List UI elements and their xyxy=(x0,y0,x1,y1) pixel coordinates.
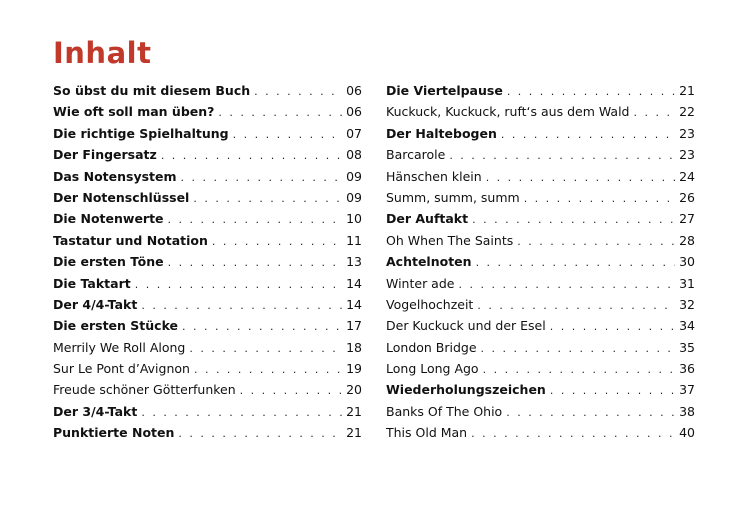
toc-entry-page: 24 xyxy=(679,168,695,184)
toc-leader-dots xyxy=(476,252,675,273)
toc-entry-page: 19 xyxy=(346,361,362,377)
toc-leader-dots xyxy=(550,380,675,401)
toc-entry-label: Wiederholungszeichen xyxy=(386,382,546,398)
toc-entry-label: Long Long Ago xyxy=(386,361,479,377)
toc-entry-page: 18 xyxy=(346,339,362,355)
toc-entry xyxy=(53,166,362,187)
toc-entry-page: 14 xyxy=(346,296,362,312)
toc-entry xyxy=(53,251,362,272)
toc-leader-dots xyxy=(486,167,675,188)
toc-entry xyxy=(386,358,695,379)
toc-leader-dots xyxy=(141,402,342,423)
toc-entry-label: Der Auftakt xyxy=(386,211,469,227)
toc-entry-label: Der Kuckuck und der Esel xyxy=(386,318,546,334)
toc-leader-dots xyxy=(212,231,342,252)
toc-leader-dots xyxy=(194,359,342,380)
toc-leader-dots xyxy=(477,295,675,316)
toc-entry-page: 32 xyxy=(679,296,695,312)
toc-leader-dots xyxy=(181,167,342,188)
toc-entry xyxy=(386,166,695,187)
toc-entry-page: 38 xyxy=(679,403,695,419)
toc-entry-label: Der 4/4-Takt xyxy=(53,296,138,312)
toc-entry xyxy=(53,208,362,229)
toc-entry-label: Punktierte Noten xyxy=(53,425,175,441)
toc-entry-label: Achtelnoten xyxy=(386,254,472,270)
toc-entry xyxy=(386,294,695,315)
toc-entry xyxy=(53,379,362,400)
toc-entry-page: 20 xyxy=(346,382,362,398)
toc-entry xyxy=(386,337,695,358)
toc-entry-label: Barcarole xyxy=(386,147,446,163)
toc-entry xyxy=(53,230,362,251)
toc-entry-page: 34 xyxy=(679,318,695,334)
page-title: Inhalt xyxy=(53,36,152,70)
toc-leader-dots xyxy=(471,423,675,444)
toc-entry-page: 30 xyxy=(679,254,695,270)
toc-entry xyxy=(53,273,362,294)
toc-entry-page: 09 xyxy=(346,168,362,184)
toc-leader-dots xyxy=(501,124,675,145)
toc-entry-label: London Bridge xyxy=(386,339,477,355)
toc-entry xyxy=(53,144,362,165)
toc-entry-page: 40 xyxy=(679,425,695,441)
toc-entry-page: 37 xyxy=(679,382,695,398)
toc-leader-dots xyxy=(240,380,342,401)
toc-entry-page: 21 xyxy=(346,403,362,419)
toc-entry-label: Der Notenschlüssel xyxy=(53,189,190,205)
toc-entry-page: 35 xyxy=(679,339,695,355)
toc-entry-label: Die Taktart xyxy=(53,275,131,291)
toc-leader-dots xyxy=(178,423,342,444)
toc-entry-label: Der 3/4-Takt xyxy=(53,403,138,419)
toc-entry xyxy=(386,251,695,272)
toc-entry-label: Winter ade xyxy=(386,275,455,291)
toc-entry-page: 23 xyxy=(679,125,695,141)
toc-entry-label: Hänschen klein xyxy=(386,168,482,184)
toc-entry-label: Das Notensystem xyxy=(53,168,177,184)
toc-entry xyxy=(53,337,362,358)
toc-entry-page: 11 xyxy=(346,232,362,248)
toc-entry-page: 08 xyxy=(346,147,362,163)
toc-entry xyxy=(386,208,695,229)
toc-entry-page: 22 xyxy=(679,104,695,120)
toc-entry-label: Summ, summ, summ xyxy=(386,189,520,205)
toc-leader-dots xyxy=(524,188,675,209)
toc-entry-page: 21 xyxy=(679,83,695,98)
toc-entry-page: 36 xyxy=(679,361,695,377)
toc-entry-label: Vogelhochzeit xyxy=(386,296,474,312)
toc-entry xyxy=(53,187,362,208)
toc-leader-dots xyxy=(458,274,675,295)
toc-entry xyxy=(53,294,362,315)
toc-entry xyxy=(386,101,695,122)
toc-entry-page: 13 xyxy=(346,254,362,270)
toc-entry-page: 17 xyxy=(346,318,362,334)
toc-entry xyxy=(53,101,362,122)
toc-entry xyxy=(386,123,695,144)
toc-leader-dots xyxy=(472,209,675,230)
toc-leader-dots xyxy=(168,252,342,273)
toc-entry-label: Der Fingersatz xyxy=(53,147,157,163)
toc-leader-dots xyxy=(483,359,675,380)
toc-entry-label: Tastatur und Notation xyxy=(53,232,208,248)
toc-leader-dots xyxy=(481,338,675,359)
toc-entry-label: Banks Of The Ohio xyxy=(386,403,503,419)
toc-leader-dots xyxy=(182,316,342,337)
toc-entry-page: 28 xyxy=(679,232,695,248)
toc-entry-label: Die Viertelpause xyxy=(386,83,503,98)
toc-entry-page: 31 xyxy=(679,275,695,291)
toc-leader-dots xyxy=(550,316,675,337)
toc-entry xyxy=(386,80,695,101)
toc-entry xyxy=(53,315,362,336)
toc-leader-dots xyxy=(189,338,342,359)
toc-entry-label: Sur Le Pont d’Avignon xyxy=(53,361,190,377)
toc-entry-label: Die ersten Stücke xyxy=(53,318,179,334)
toc-column-left xyxy=(53,80,362,444)
toc-entry-label: Wie oft soll man üben? xyxy=(53,104,215,120)
toc-entry-label: So übst du mit diesem Buch xyxy=(53,83,251,98)
toc-leader-dots xyxy=(161,145,342,166)
toc-entry xyxy=(53,123,362,144)
toc-leader-dots xyxy=(135,274,342,295)
toc-leader-dots xyxy=(506,402,675,423)
toc-entry-label: Oh When The Saints xyxy=(386,232,514,248)
toc-entry-page: 10 xyxy=(346,211,362,227)
toc-leader-dots xyxy=(218,102,342,123)
toc-entry-page: 27 xyxy=(679,211,695,227)
toc-entry-page: 09 xyxy=(346,189,362,205)
toc-entry xyxy=(386,422,695,443)
toc-entry-label: Die richtige Spielhaltung xyxy=(53,125,229,141)
toc-leader-dots xyxy=(517,231,675,252)
toc-entry-label: Die ersten Töne xyxy=(53,254,164,270)
toc-entry xyxy=(53,358,362,379)
toc-entry-page: 06 xyxy=(346,104,362,120)
toc-entry-page: 07 xyxy=(346,125,362,141)
toc-column-right xyxy=(386,80,695,444)
toc-entry xyxy=(386,144,695,165)
toc-leader-dots xyxy=(449,145,675,166)
toc-entry-page: 06 xyxy=(346,83,362,98)
toc-leader-dots xyxy=(254,81,342,102)
toc-entry xyxy=(53,80,362,101)
toc-entry-label: Merrily We Roll Along xyxy=(53,339,186,355)
toc-leader-dots xyxy=(193,188,342,209)
toc-entry-page: 21 xyxy=(346,425,362,441)
toc-entry-label: Kuckuck, Kuckuck, ruft‘s aus dem Wald xyxy=(386,104,630,120)
toc-entry xyxy=(53,401,362,422)
toc-leader-dots xyxy=(233,124,342,145)
toc-entry-page: 23 xyxy=(679,147,695,163)
toc-leader-dots xyxy=(633,102,675,123)
toc-entry xyxy=(386,230,695,251)
toc-leader-dots xyxy=(168,209,342,230)
toc-entry xyxy=(386,315,695,336)
toc-leader-dots xyxy=(507,81,675,102)
toc-entry-label: Der Haltebogen xyxy=(386,125,497,141)
toc-entry-page: 26 xyxy=(679,189,695,205)
toc-entry-label: This Old Man xyxy=(386,425,468,441)
toc-entry xyxy=(386,187,695,208)
toc-entry xyxy=(386,401,695,422)
toc-entry-page: 14 xyxy=(346,275,362,291)
toc-entry xyxy=(53,422,362,443)
toc-entry xyxy=(386,379,695,400)
toc-entry xyxy=(386,273,695,294)
toc-entry-label: Freude schöner Götterfunken xyxy=(53,382,236,398)
toc-leader-dots xyxy=(141,295,342,316)
toc-entry-label: Die Notenwerte xyxy=(53,211,164,227)
